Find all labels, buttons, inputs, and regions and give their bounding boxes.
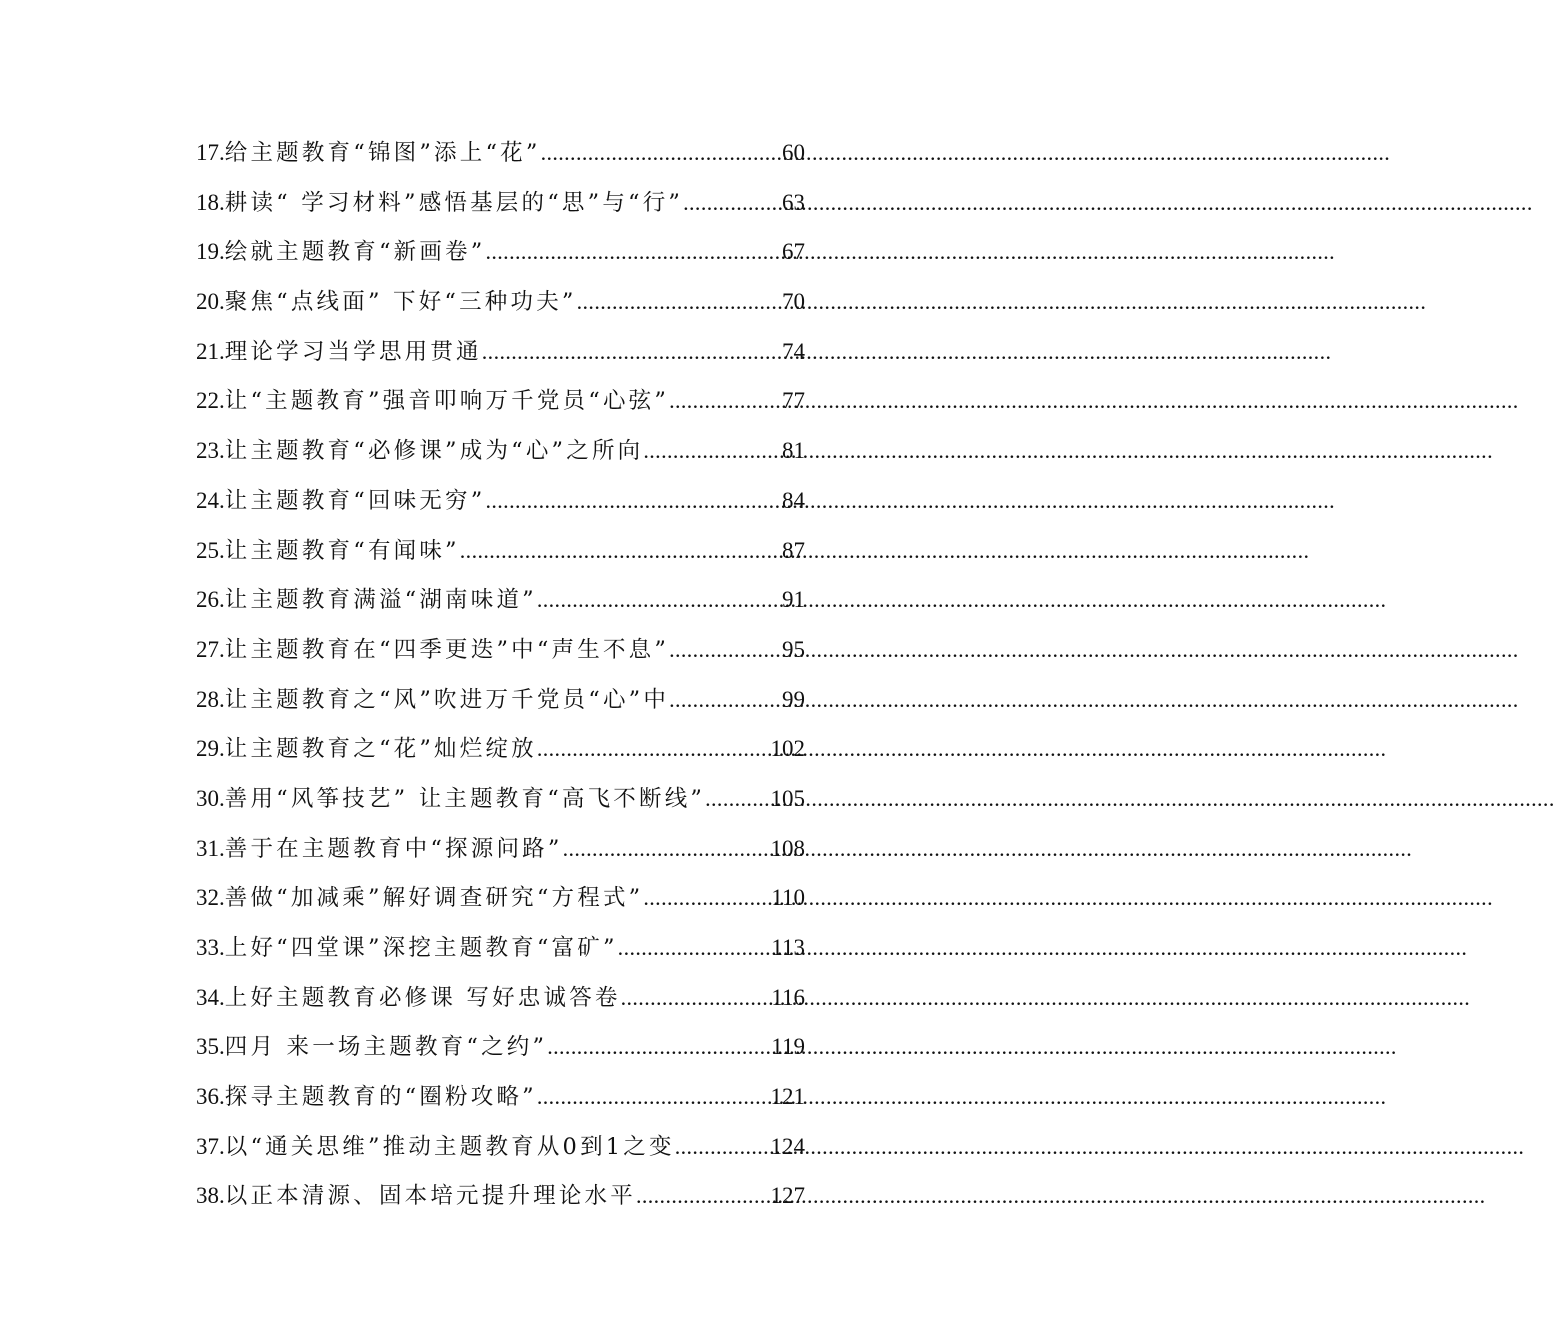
toc-dot-leader — [705, 774, 770, 824]
toc-entry-title: 让主题教育“回味无穷” — [224, 487, 486, 514]
toc-dot-leader — [485, 227, 782, 277]
toc-entry-title: 让主题教育之“花”灿烂绽放 — [224, 736, 537, 763]
toc-entry-title: 以“通关思维”推动主题教育从0到1之变 — [224, 1133, 675, 1160]
toc-entry-title: 让主题教育满溢“湖南味道” — [224, 587, 537, 614]
toc-entry-title: 以正本清源、固本培元提升理论水平 — [224, 1183, 636, 1210]
toc-entry-page: 121 — [770, 1084, 805, 1110]
toc-dot-leader — [460, 526, 782, 576]
toc-dot-leader — [643, 426, 782, 476]
toc-entry-page: 87 — [782, 537, 805, 563]
toc-entry[interactable] — [196, 575, 805, 625]
toc-entry-title: 善于在主题教育中“探源问路” — [224, 835, 563, 862]
toc-dot-leader — [537, 724, 771, 774]
toc-entry-number: 27. — [196, 636, 225, 662]
toc-entry[interactable] — [196, 1072, 805, 1122]
toc-entry-title: 聚焦“点线面” 下好“三种功夫” — [224, 289, 577, 316]
toc-entry-page: 91 — [782, 587, 805, 613]
toc-entry-number: 17. — [196, 140, 225, 165]
toc-entry-page: 81 — [782, 438, 805, 464]
toc-entry-page: 119 — [771, 1034, 805, 1060]
table-of-contents — [196, 128, 805, 1221]
toc-entry-number: 38. — [196, 1183, 225, 1209]
toc-entry[interactable] — [196, 1122, 805, 1172]
toc-entry-title: 善做“加减乘”解好调查研究“方程式” — [224, 885, 644, 912]
toc-entry-title: 绘就主题教育“新画卷” — [224, 239, 486, 266]
toc-entry[interactable] — [196, 376, 805, 426]
toc-entry-number: 30. — [196, 785, 225, 811]
toc-entry[interactable] — [196, 923, 805, 973]
toc-entry-number: 18. — [196, 189, 225, 215]
toc-dot-leader — [643, 873, 771, 923]
toc-entry[interactable] — [196, 227, 805, 277]
toc-entry-page: 102 — [770, 736, 805, 762]
toc-entry-title: 耕读“ 学习材料”感悟基层的“思”与“行” — [224, 189, 684, 216]
toc-entry-number: 36. — [196, 1084, 225, 1110]
toc-entry-page: 95 — [782, 636, 805, 662]
toc-entry[interactable] — [196, 824, 805, 874]
toc-entry-number: 19. — [196, 239, 225, 265]
toc-entry[interactable] — [196, 973, 805, 1023]
toc-entry[interactable] — [196, 526, 805, 576]
toc-entry-title: 四月 来一场主题教育“之约” — [224, 1034, 548, 1061]
toc-entry-title: 上好“四堂课”深挖主题教育“富矿” — [224, 935, 618, 961]
toc-entry-page: 127 — [770, 1183, 805, 1209]
toc-entry-number: 37. — [196, 1133, 225, 1159]
toc-entry[interactable] — [196, 774, 805, 824]
toc-entry-number: 33. — [196, 935, 225, 960]
toc-entry-page: 63 — [782, 189, 805, 215]
toc-dot-leader — [618, 923, 772, 973]
toc-dot-leader — [482, 327, 782, 377]
toc-entry-page: 124 — [770, 1133, 805, 1159]
toc-entry-number: 31. — [196, 835, 225, 861]
toc-dot-leader — [669, 376, 782, 426]
toc-entry[interactable] — [196, 128, 805, 178]
toc-entry-page: 67 — [782, 239, 805, 265]
toc-entry-page: 84 — [782, 487, 805, 513]
toc-entry-title: 上好主题教育必修课 写好忠诚答卷 — [224, 984, 621, 1011]
toc-entry-number: 22. — [196, 388, 225, 414]
toc-entry-number: 21. — [196, 338, 225, 364]
toc-entry[interactable] — [196, 1171, 805, 1221]
toc-entry-page: 70 — [782, 289, 805, 315]
toc-entry[interactable] — [196, 1022, 805, 1072]
toc-entry-title: 善用“风筝技艺” 让主题教育“高飞不断线” — [224, 785, 706, 812]
toc-dot-leader — [563, 824, 771, 874]
toc-dot-leader — [541, 128, 782, 178]
toc-entry-page: 77 — [782, 388, 805, 414]
toc-dot-leader — [577, 277, 782, 327]
toc-entry-number: 23. — [196, 438, 225, 464]
toc-entry-page: 60 — [782, 140, 805, 165]
toc-entry-title: 让主题教育之“风”吹进万千党员“心”中 — [224, 686, 670, 713]
toc-entry-page: 99 — [782, 686, 805, 712]
toc-entry-page: 110 — [771, 885, 805, 911]
toc-dot-leader — [675, 1122, 771, 1172]
toc-entry-page: 116 — [771, 984, 805, 1010]
toc-entry-number: 24. — [196, 487, 225, 513]
toc-entry-title: 理论学习当学思用贯通 — [224, 338, 482, 365]
toc-entry-title: 探寻主题教育的“圈粉攻略” — [224, 1084, 537, 1111]
toc-entry[interactable] — [196, 625, 805, 675]
toc-entry-page: 108 — [770, 835, 805, 861]
toc-entry-title: 让“主题教育”强音叩响万千党员“心弦” — [224, 388, 670, 415]
toc-entry-title: 让主题教育在“四季更迭”中“声生不息” — [224, 636, 670, 663]
toc-dot-leader — [537, 1072, 771, 1122]
toc-entry-number: 26. — [196, 587, 225, 613]
toc-entry[interactable] — [196, 327, 805, 377]
toc-dot-leader — [669, 675, 782, 725]
toc-entry[interactable] — [196, 873, 805, 923]
toc-dot-leader — [485, 476, 782, 526]
toc-dot-leader — [636, 1171, 771, 1221]
toc-entry-title: 给主题教育“锦图”添上“花” — [224, 140, 541, 166]
toc-entry[interactable] — [196, 476, 805, 526]
toc-entry-title: 让主题教育“有闻味” — [224, 537, 460, 564]
toc-entry-number: 28. — [196, 686, 225, 712]
toc-entry-page: 74 — [782, 338, 805, 364]
toc-entry-page: 105 — [770, 785, 805, 811]
toc-entry[interactable] — [196, 675, 805, 725]
toc-entry-page: 113 — [771, 935, 805, 960]
toc-entry-number: 34. — [196, 984, 225, 1010]
toc-entry-number: 32. — [196, 885, 225, 911]
toc-entry[interactable] — [196, 178, 805, 228]
toc-entry-number: 29. — [196, 736, 225, 762]
toc-entry-number: 20. — [196, 289, 225, 315]
toc-entry-number: 35. — [196, 1034, 225, 1060]
toc-dot-leader — [621, 973, 772, 1023]
toc-dot-leader — [669, 625, 782, 675]
toc-dot-leader — [683, 178, 782, 228]
toc-entry[interactable] — [196, 277, 805, 327]
toc-entry-number: 25. — [196, 537, 225, 563]
toc-dot-leader — [537, 575, 782, 625]
toc-dot-leader — [547, 1022, 771, 1072]
toc-entry[interactable] — [196, 724, 805, 774]
toc-entry-title: 让主题教育“必修课”成为“心”之所向 — [224, 438, 644, 465]
toc-entry[interactable] — [196, 426, 805, 476]
